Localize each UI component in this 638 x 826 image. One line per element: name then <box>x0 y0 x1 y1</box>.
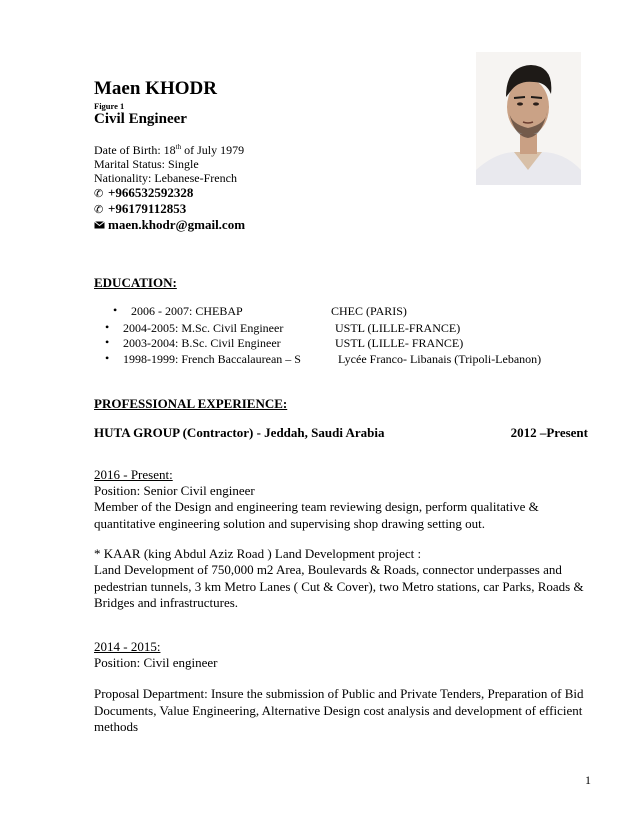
date-of-birth: Date of Birth: 18th of July 1979 <box>94 143 245 157</box>
phone-1: ✆ +966532592328 <box>94 185 194 200</box>
education-school: CHEC (PARIS) <box>331 304 407 318</box>
role-description-1: Member of the Design and engineering team reviewing design, perform qualitative & quantitative engineering solution and supervising shop drawing setting out. <box>94 499 539 531</box>
marital-status: Marital Status: Single <box>94 157 199 171</box>
project-title: * KAAR (king Abdul Aziz Road ) Land Development project : <box>94 546 422 561</box>
bullet-icon: • <box>105 351 110 365</box>
profile-photo <box>476 52 581 185</box>
education-degree: 1998-1999: French Baccalaurean – S <box>123 352 301 366</box>
experience-heading: PROFESSIONAL EXPERIENCE: <box>94 396 288 411</box>
job-title: Civil Engineer <box>94 111 187 127</box>
project-description: Land Development of 750,000 m2 Area, Boulevards & Roads, connector underpasses and pedestrian tunnels, 3 km Metro Lanes ( Cut & Cover), two Metro stations, car Parks, Roads & Bridges and infrastructures. <box>94 562 584 610</box>
education-degree: 2003-2004: B.Sc. Civil Engineer <box>123 336 281 350</box>
education-degree: 2004-2005: M.Sc. Civil Engineer <box>123 321 284 335</box>
figure-label: Figure 1 <box>94 101 125 111</box>
position-civil: Position: Civil engineer <box>94 655 218 670</box>
education-school: Lycée Franco- Libanais (Tripoli-Lebanon) <box>338 352 542 366</box>
company-name: HUTA GROUP (Contractor) - Jeddah, Saudi Arabia <box>94 425 385 440</box>
period-2014: 2014 - 2015: <box>94 639 161 654</box>
phone-icon: ✆ <box>94 188 104 200</box>
education-school: USTL (LILLE-FRANCE) <box>335 321 461 335</box>
period-2016: 2016 - Present: <box>94 467 173 482</box>
company-row <box>94 425 588 441</box>
education-heading: EDUCATION: <box>94 275 177 290</box>
education-school: USTL (LILLE- FRANCE) <box>335 336 464 350</box>
email: maen.khodr@gmail.com <box>94 217 245 233</box>
bullet-icon: • <box>105 320 110 334</box>
envelope-icon <box>94 220 108 232</box>
role-description-2: Proposal Department: Insure the submission of Public and Private Tenders, Preparation of Bid Documents, Value Engineering, Alternative Design cost analysis and development of efficient methods <box>94 686 584 734</box>
bullet-icon: • <box>113 303 118 317</box>
nationality: Nationality: Lebanese-French <box>94 171 237 185</box>
phone-icon: ✆ <box>94 204 104 216</box>
education-degree: 2006 - 2007: CHEBAP <box>131 304 243 318</box>
company-dates: 2012 –Present <box>510 425 588 440</box>
candidate-name: Maen KHODR <box>94 78 217 99</box>
phone-2: ✆ +96179112853 <box>94 201 187 216</box>
position-senior: Position: Senior Civil engineer <box>94 483 255 498</box>
bullet-icon: • <box>105 335 110 349</box>
page-number: 1 <box>585 773 591 787</box>
